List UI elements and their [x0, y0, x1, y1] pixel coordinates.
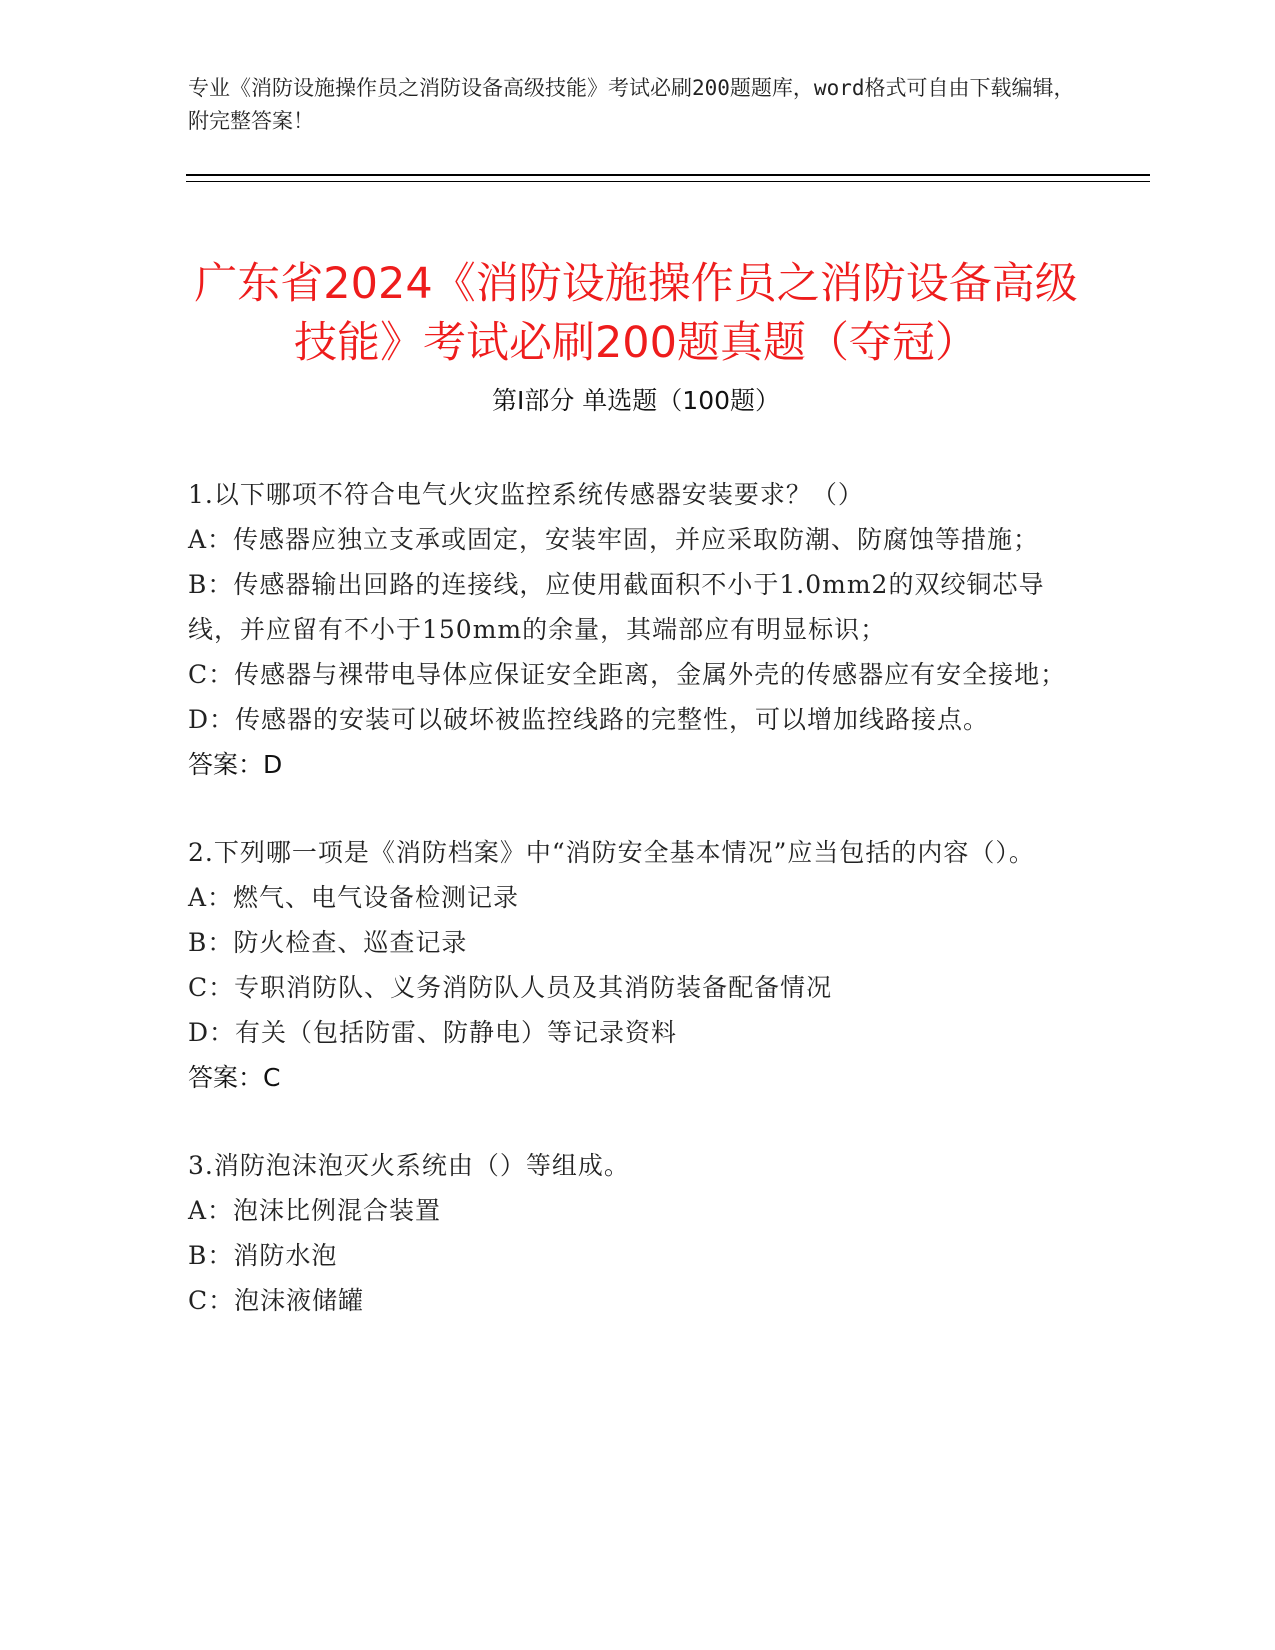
- question-stem: 3.消防泡沫泡灭火系统由（）等组成。: [188, 1151, 630, 1180]
- option-d: D：有关（包括防雷、防静电）等记录资料: [188, 1018, 678, 1047]
- header-rule-thick: [186, 174, 1150, 176]
- option-a: A：泡沫比例混合装置: [188, 1196, 442, 1225]
- option-c: C：传感器与裸带电导体应保证安全距离，金属外壳的传感器应有安全接地；: [188, 660, 1067, 689]
- option-b: B：消防水泡: [188, 1241, 338, 1270]
- question-3: [188, 1143, 1088, 1323]
- section-heading: 第I部分 单选题（100题）: [491, 386, 781, 415]
- question-stem: 2.下列哪一项是《消防档案》中“消防安全基本情况”应当包括的内容（）。: [188, 838, 1035, 867]
- option-a: A：传感器应独立支承或固定，安装牢固，并应采取防潮、防腐蚀等措施；: [188, 525, 1040, 554]
- option-d: D：传感器的安装可以破坏被监控线路的完整性，可以增加线路接点。: [188, 705, 990, 734]
- header-rule-thin: [186, 181, 1150, 182]
- question-2: [188, 830, 1088, 1100]
- question-stem: 1.以下哪项不符合电气火灾监控系统传感器安装要求？（）: [188, 480, 864, 509]
- option-c: C：专职消防队、义务消防队人员及其消防装备配备情况: [188, 973, 833, 1002]
- question-1: [188, 472, 1088, 787]
- document-title: 广东省2024《消防设施操作员之消防设备高级技能》考试必刷200题真题（夺冠）: [194, 258, 1078, 368]
- question-list: [188, 472, 1088, 1366]
- option-a: A：燃气、电气设备检测记录: [188, 883, 520, 912]
- option-c: C：泡沫液储罐: [188, 1286, 365, 1315]
- answer-line: 答案：C: [188, 1063, 281, 1092]
- header-note: 专业《消防设施操作员之消防设备高级技能》考试必刷200题题库，word格式可自由下载编辑，附完整答案！: [188, 76, 1075, 133]
- option-b: B：防火检查、巡查记录: [188, 928, 468, 957]
- option-b: B：传感器输出回路的连接线，应使用截面积不小于1.0mm2的双绞铜芯导线，并应留有不小于150mm的余量，其端部应有明显标识；: [188, 570, 1045, 644]
- answer-line: 答案：D: [188, 750, 283, 779]
